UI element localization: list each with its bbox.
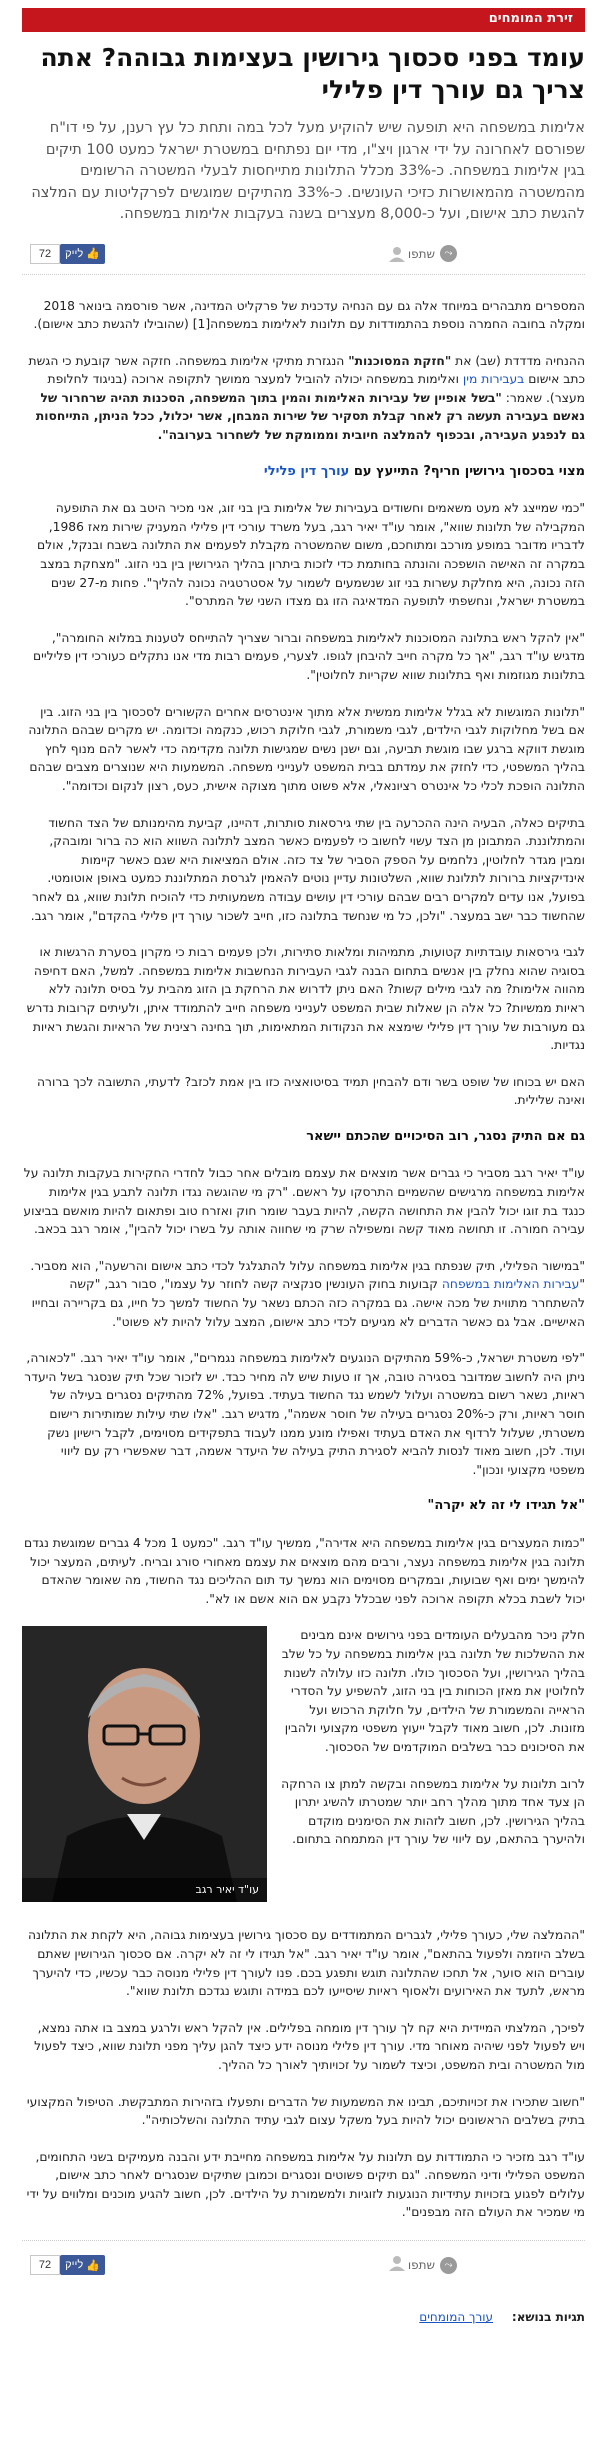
like-count: 72 <box>30 2255 60 2275</box>
paragraph: "כמות המעצרים בגין אלימות במשפחה היא אדירה", ממשיך עו"ד רגב. "כמעט 1 מכל 4 גברים שמוגשת נגדם תלונה בגין אלימות במשפחה נעצר, ורבים מהם מוצאים את עצמם מאחורי סורג ובריח. לעיתים, המעצר יכול להימשך ימים ואף שבועות, ובמקרים מסוימים הוא נמשך עד תום ההליכים נגד החשוד, מה שאומר שהאדם יכול לשבת בכלא תקופה ארוכה לפני שבכלל נקבע אם הוא אשם או לא". <box>24 1535 585 1606</box>
paragraph: לגבי גירסאות עובדתיות קטועות, מתמיהות ומלאות סתירות, ולכן פעמים רבות כי מקרון בסערת הרגשות או בסוגיה שהוא נחלק בין אנשים בתחום הבנה לגבי העבירות הנחשבות אלימות במשפחה. למשל, האם דחיפה מהווה אלימות? מה לגבי מילים קשות? האם ניתן לדרוש את הרחקת בן הזוג מהבית על בסיס תלונה ללא ראיות ממשיות? כל אלה הן שאלות שבית המשפט לענייני משפחה חייב להתמודד איתן, ולעיתים קרובות נדרש גם מעורבות של עורך דין פלילי שימצא את הנקודות המתאימות, תוך בחינה רצינית של הראיות והגשת ראיות נגדיות. <box>26 945 585 1053</box>
like-box: 👍 לייק <box>60 2255 105 2275</box>
paragraph: "חשוב שתכירו את זכויותיכם, תבינו את המשמעות של הדברים ותפעלו בזהירות המתבקשת. הטיפול המקצועי בתיק בשלבים הראשונים יכול להיות בעל משקל עצום לגבי עתיד התלונה והשלכותיה". <box>26 2094 585 2128</box>
thumb-up-icon: 👍 <box>86 2259 100 2272</box>
subheading: מצוי בסכסוך גירושין חריף? התייעץ עם עורך דין פלילי <box>263 463 585 479</box>
paragraph: לרוב תלונות על אלימות במשפחה ובקשה למתן צו הרחקה הן צעד אחד מתוך מהלך רחב יותר שמטרתו להשיג יתרון בהליך הגירושין. לכן, חשוב לזהות את הסימנים מוקדם ולהיערך בהתאם, עם ליווי של עורך דין המתמחה בתחום. <box>281 1776 585 1847</box>
article-subtitle: אלימות במשפחה היא תופעה שיש להוקיע מעל לכל במה ותחת כל עץ רענן, על פי דו"ח שפורסם לאחרונה על ידי ארגון ויצ"ו, מדי יום נפתחים במשטרת ישראל כמעט 100 תיקים בגין אלימות במשפחה. כ-33% מכלל התלונות מתייחסות לבעלי המשטרה הרשומים מהמשטרה מהמאושרות כזיכי העונשים. כ-33% מהתיקים שמוגשים לפרקליטות עם המלצה להגשת כתב אישום, ועל כ-8,000 מעצרים בשנה בעקבות אלימות במשפחה. <box>31 120 585 222</box>
paragraph: "לפי משטרת ישראל, כ-59% מהתיקים הנוגעים לאלימות במשפחה נגמרים", אומר עו"ד יאיר רגב. "לכאורה, ניתן היה לחשוב שמדובר בסגירה טובה, אך זו טעות שיש לה מחיר כבד. יש לזכור שכל תיק שנסגר בשל היעדר ראיות, נשאר רשום במשטרה ועלול לשמש נגד החשוד בעתיד. בפועל, 72% מהתיקים נסגרים בעילה של חוסר ראיות, ורק כ-20% נסגרים בעילה של חוסר אשמה", מדגיש רגב. "אלו שתי עילות שמותירות רישום משטרתי, שעלול לרדוף את האדם בעתיד ואפילו מונע ממנו לעבוד בתפקידים מסוימים, לקבל רישיון נשק ועוד. לכן, חשוב מאוד לנסות להביא לסגירת התיק בעילה של היעדר אשמה, דבר שאפשרי רק עם ליווי משפטי מקצועי ונכון". <box>24 1351 585 1477</box>
portrait-image <box>22 1626 267 1902</box>
paragraph: "תלונות המוגשות לא בגלל אלימות ממשית אלא מתוך אינטרסים אחרים הקשורים לסכסוך בין בני הזוג. בין אם בשל מחלוקות לגבי הילדים, לגבי משמורת, לגבי חלוקת רכוש, כנקמה וכדומה. יש מקרים שבהם התלונה מוגשת דווקא ברגע שבו מוגשת תביעה, וגם ישנן נשים שמגישות תלונה מקדימה כדי לאשר להם מנוף לחץ בהליך המשפטי, כדי לחזק את עמדתם בבית המשפט לענייני משפחה. המשמעות היא שנוצרים מצבים שבהם התלונה הופכת לכלי כל אינטרס רציונאלי, אלא פשוט מתוך מצוקה אישית, כעס, רצון לנקום וכדומה". <box>28 704 585 793</box>
section-bar <box>22 8 585 32</box>
tag-link[interactable]: עורך המומחים <box>419 2310 493 2325</box>
tags-row <box>22 2310 585 2328</box>
share-row-bottom <box>22 2240 585 2276</box>
subheading: גם אם התיק נסגר, רוב הסיכויים שהכתם יישאר <box>306 1128 585 1144</box>
tags-label: תגיות בנושא: <box>511 2310 585 2325</box>
article-headline: עומד בפני סכסוך גירושין בעצימות גבוהה? אתה צריך גם עורך דין פלילי <box>40 43 585 104</box>
paragraph: עו"ד יאיר רגב מסביר כי גברים אשר מוצאים את עצמם מובלים אחר כבול לחדרי החקירות בעקבות תלונה על אלימות במשפחה מרגישים שהשמיים התרסקו על ראשם. "רק מי שהוגשה נגדו תלונה לתבע בגין אלימות כנגד בת זוגו יכול להבין את התחושה הקשה, להיות בעבר שומר חוק ואזרח טוב ופתאום להיות מואשם בביצוע עבירה חמורה. זו תחושה מאוד קשה ומשפילה שרק מי שחווה אותה על בשרו יכול להבין", אומר רגב בכאב. <box>23 1166 585 1237</box>
facebook-like-button[interactable] <box>23 2255 105 2275</box>
share-button[interactable] <box>408 2255 457 2275</box>
paragraph: "כמי שמייצג לא מעט משאמים וחשודים בעבירות של אלימות בין בני זוג, אני מכיר היטב גם את התופעה המקבילה של תלונות שווא", אומר עו"ד יאיר רגב, בעל משרד עורכי דין פלילי המעניק שירות מאז 1986, לדבריו מדובר במופע מורכב ומתוחכם, משום שהמשטרה מקבלת לפעמים את התלונה בשבח ובנקל, אולם במקרה זה האישה הושפכה והונתה בחותמת כדי לזכות ביתרון בהליך הגירושין בין בני הזוג. "מצחקת במצב הזה נכונה, היא מחלקת עשרות בני זוג שנשמעים לשמור על אסטרטגיה נכונה להליך". פחות מ-27 שנים במשטרת ישראל, ונחשפתי לתופעה המדאיגה הזו גם מצדו השני של המתרס". <box>37 501 585 609</box>
share-button[interactable] <box>408 244 457 264</box>
paragraph: חלק ניכר מהבעלים העומדים בפני גירושים אינם מבינים את ההשלכות של תלונה בגין אלימות במשפחה על כל שלב בהליך הגירושין, ועל הסכסוך כולו. תלונה כזו עלולה לשנות לחלוטין את מאזן הכוחות בין בני הזוג, להשפיע על הסדרי הראייה והמשמורת של הילדים, על חלוקת הרכוש ועל מזונות. לכן, חשוב מאוד לקבל ייעוץ משפטי מקצועי ולהבין את הסיכונים כבר בשלבים המוקדמים של הסכסוך. <box>281 1628 585 1754</box>
photo-caption: עו"ד יאיר רגב <box>22 1878 267 1902</box>
paragraph: המספרים מתבהרים במיוחד אלה גם עם הנחיה עדכנית של פרקליט המדינה, אשר פורסמה בינואר 2018 ומקלה בחובה החמרה נוספת בהתמודדות עם תלונות לאלימות במשפחה[1] (שהובילו להגשת כתב אישום). <box>33 298 585 332</box>
figure-block <box>22 1626 585 1908</box>
like-box: 👍 לייק <box>60 244 105 264</box>
paragraph: בתיקים כאלה, הבעיה הינה ההכרעה בין שתי גירסאות סותרות, דהיינו, קביעת מהימנותם של הצד החשוד והמתלוננת. המתבונן מן הצד עשוי לחשוב כי לפעמים כאשר המצב לתלונה השווא הוא כה ברור ומובהק, ומבין מגדר לחלוטין, נלחמים על הספק הסביר של צד כזה. אולם המציאות היא שגם כאשר קיימות אינדיקציות ברורות לתלונת שווא, השלטונות עדיין נוטים להאמין לגרסת המתלוננת כמעט באופן אוטומטי. בפועל, אנו עדים למקרים רבים שבהם עורכי דין עושים עבודה משמעותית כדי להוכיח תלונת שווא, גם לאחר שהחשוד כבר ישב במעצר. "ולכן, כל מי שנחשד בתלונה כזו, חייב לשכור עורך דין פלילי בהקדם", אומר רגב. <box>30 815 585 923</box>
link-criminal-lawyer[interactable]: עורך דין פלילי <box>263 463 350 479</box>
like-count: 72 <box>30 244 60 264</box>
share-label: שתפו <box>407 2258 435 2273</box>
link-domestic-violence[interactable]: עבירות האלימות במשפחה <box>441 1277 580 1292</box>
share-icon: ⤳ <box>440 2257 457 2274</box>
person-icon[interactable] <box>387 2255 407 2271</box>
paragraph: האם יש בכוחו של שופט בשר ודם להבחין תמיד בסיטואציה כזו בין אמת לכזב? לדעתי, התשובה לכך ברורה ואינה שלילית. <box>37 1074 585 1108</box>
person-icon[interactable] <box>387 246 407 262</box>
paragraph: "במישור הפלילי, תיק שנפתח בגין אלימות במשפחה עלול להתגלגל לכדי כתב אישום והרשעה", הוא מסביר. "עבירות האלימות במשפחה קבועות בחוק העונשין סנקציה קשה לחוזר על עצמו", סבור רגב, "קשה להשתחרר מתווית של מכה אישה. גם במקרה כזה הכתם נשאר על החשוד למשך כל חייו, גם בקריירה ובחייו האישיים. אבל גם כאשר הדברים לא מגיעים לכדי כתב אישום, המצב עלול להיות לא פשוט". <box>30 1258 585 1329</box>
paragraph: "אין להקל ראש בתלונה המסוכנות לאלימות במשפחה וברור שצריך להתייחס לטענות במלוא החומרה", מדגיש עו"ד רגב, "אך כל מקרה חייב להיבחן לגופו. לצערי, פעמים רבות מדי אנו נתקלים כעורכי דין פליליים בתלונות מגוזמות ואף בתלונות שווא שקריות לחלוטין". <box>32 630 585 682</box>
paragraph: עו"ד רגב מזכיר כי התמודדות עם תלונות על אלימות במשפחה מחייבת ידע והבנה מעמיקים בשני התחומים, המשפט הפלילי ודיני המשפחה. "גם תיקים פשוטים ונסגרים וכמובן שתיקים שנסגרים לאחר כתב אישום, עלולים לפגוע בזכויות עתידיות הנוגעות לזוגיות ולמשמורת על הילדים. לכן, חשוב להגיע מוכנים ומלווים על ידי מי שמכיר את העולם הזה מבפנים". <box>26 2149 585 2220</box>
paragraph: ההנחיה מדדדת (שב) את "חזקת המסוכנות" הנגזרת מתיקי אלימות במשפחה. חזקה אשר קובעת כי הגשת כתב אישום בעבירות מין ואלימות במשפחה יכולה להוביל למעצר ממושך לתקופה ארוכה (בניגוד לחלופת מעצר). שאמר: "בשל אופיין של עבירות האלימות והמין בתוך המשפחה, הסכנות תהיה שרחרור של נאשם בעבירה תעשה רק לאחר קבלת תסקיר של שירות המבחן, אשר יכלול, ככל הניתן, התייחסות גם לנפגע העבירה, ובכפוף להמלצה חיובית וממומקת של לשחרור בערובה". <box>28 353 585 443</box>
link-sex-offenses[interactable]: בעבירות מין <box>462 372 525 387</box>
article-body <box>22 297 585 2223</box>
lawyer-photo <box>22 1626 267 1902</box>
section-label[interactable]: זירת המומחים <box>488 11 573 26</box>
paragraph: "ההמלצה שלי, כעורך פלילי, לגברים המתמודדים עם סכסוך גירושין בעצימות גבוהה, היא לקחת את התלונה בשלב היוזמה ולפעול בהתאם", אומר עו"ד יאיר רגב. "אל תגידו לי זה לא יקרה. אם סכסוך הגירושין שאתם עוברים הוא סוער, אל תחכו שהתלונה תוגש ותפגע בכם. פנו לעורך דין פלילי מנוסה כבר עכשיו, כדי להיערך מראש, לתעד את האירועים ולאסוף ראיות שיסייעו לכם במידה ותוגש נגדכם תלונת שווא". <box>27 1928 585 1999</box>
paragraph: לפיכך, המלצתי המיידית היא קח לך עורך דין מומחה בפלילים. אין להקל ראש ולרגע במצב בו אתה נמצא, ויש לפעול לפני שיהיה מאוחר מדי. עורך דין פלילי מנוסה ידע כיצד להגן עליך מפני תלונת שווא, כיצד לפעול מול המשטרה ובית המשפט, וכיצד לשמור על זכויותיך לאורך כל ההליך. <box>34 2020 585 2072</box>
subheading: "אל תגידו לי זה לא יקרה" <box>427 1498 585 1514</box>
share-label: שתפו <box>407 246 435 261</box>
facebook-like-button[interactable] <box>23 244 105 264</box>
share-row-top <box>22 244 585 275</box>
share-icon: ⤳ <box>440 245 457 262</box>
thumb-up-icon: 👍 <box>86 248 100 260</box>
